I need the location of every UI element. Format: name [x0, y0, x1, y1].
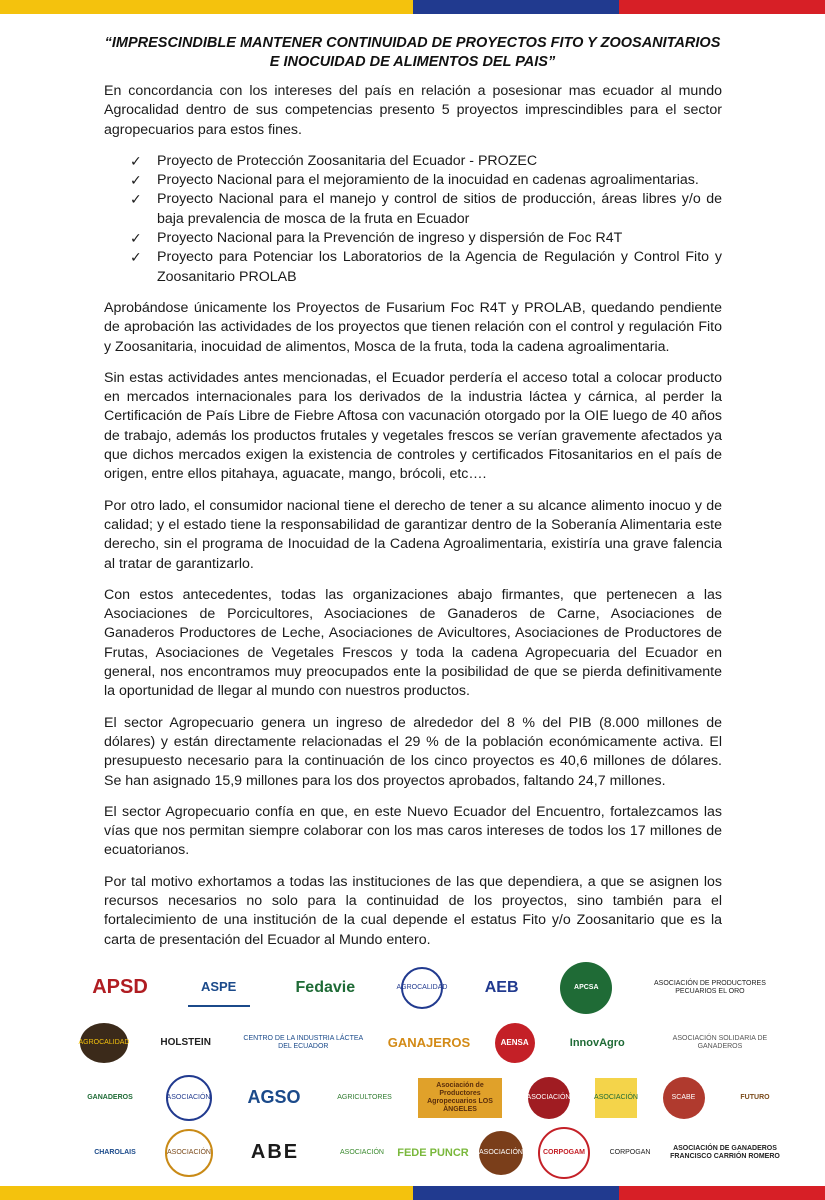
paragraph-exhortation: Por tal motivo exhortamos a todas las instituciones de las que dependiera, a que se asignen los recursos necesarios no solo para la continuidad de los proyectos, sino también para el fortalecimiento de una institución de la cual depende el estatus Fito y/o Zoosanitario que es la carta de presentación del Ecuador al Mundo entero.: [104, 873, 722, 948]
appor-logo: ASOCIACIÓN DE PRODUCTORES PECUARIOS EL ORO: [653, 979, 766, 995]
scabe-logo: SCABE: [663, 1077, 705, 1119]
check-icon: ✓: [130, 191, 142, 208]
aeb-logo: AEB: [484, 978, 519, 996]
paragraph-approval: Aprobándose únicamente los Proyectos de Fusarium Foc R4T y PROLAB, quedando pendiente de aprobación las actividades de los proyectos que tienen relación con el control y regulación Fito y Zoosanitaria, inocuidad de alimentos, Mosca de la fruta, toda la cadena agroalimentaria.: [104, 299, 722, 355]
aensa-logo: AENSA: [495, 1023, 535, 1063]
francisco-carrion-logo: ASOCIACIÓN DE GANADEROS FRANCISCO CARRIÓN ROMERO: [670, 1144, 780, 1160]
ganajeros-logo: GANAJEROS: [387, 1035, 471, 1050]
list-item-text: Proyecto para Potenciar los Laboratorios de la Agencia de Regulación y Control Fito y Zoosanitario PROLAB: [157, 249, 722, 285]
flag-blue-stripe: [413, 0, 619, 14]
asociacion-lime-logo: ASOCIACIÓN: [340, 1148, 384, 1156]
list-item-text: Proyecto Nacional para el manejo y control de sitios de producción, áreas libres y/o de baja prevalencia de mosca de la fruta en Ecuador: [157, 191, 722, 227]
list-item: [104, 171, 722, 190]
fede-puncr-logo: FEDE PUNCR: [397, 1146, 469, 1159]
list-item: [104, 248, 722, 287]
los-angeles-logo: Asociación de Productores Agropecuarios LOS ÁNGELES: [418, 1078, 502, 1118]
logo-row-3: [80, 1070, 780, 1125]
asociacion-gold-logo: ASOCIACIÓN: [165, 1129, 213, 1177]
flag-yellow-stripe: [0, 0, 413, 14]
logo-row-4: [80, 1125, 780, 1180]
check-icon: ✓: [130, 152, 142, 169]
corpogam-logo: CORPOGAM: [538, 1127, 590, 1179]
ganaderos-logo: GANADEROS: [87, 1093, 133, 1101]
futuro-logo: FUTURO: [740, 1093, 770, 1101]
title-line-2: E INOCUIDAD DE ALIMENTOS DEL PAIS”: [269, 54, 556, 70]
agrocalidad-logo: AGROCALIDAD: [401, 967, 443, 1009]
list-item: [104, 152, 722, 171]
paragraph-consumer-rights: Por otro lado, el consumidor nacional tiene el derecho de tener a su alcance alimento inocuo y de calidad; y el estado tiene la responsabilidad de garantizar dentro de la Soberanía Alimentaria este derecho, sin el programa de Inocuidad de la Cadena Agroalimentaria, existiría una grave falencia al tratar de garantizarlo.: [104, 497, 722, 572]
paragraph-trust: El sector Agropecuario confía en que, en este Nuevo Ecuador del Encuentro, fortalezcamos las vías que nos permitan siempre colaborar con los mas caros intereses de todos los 17 millones de ecuatorianos.: [104, 803, 722, 859]
paragraph-organizations: Con estos antecedentes, todas las organizaciones abajo firmantes, que pertenecen a las Asociaciones de Porcicultores, Asociaciones de Ganaderos de Carne, Asociaciones de Ganaderos Productores de Leche, Asociaciones de Avicultores, Asociaciones de Productores de Frutas, Asociaciones de Vegetales Frescos y toda la cadena Agropecuaria del Ecuador en general, nos encontramos muy preocupados ente la posibilidad de que se pierda definitivamente la oportunidad de llegar al mundo con nuestros productos.: [104, 586, 722, 700]
list-item: [104, 190, 722, 229]
signatory-logos: [80, 960, 780, 1180]
innovagro-logo: InnovAgro: [569, 1036, 625, 1049]
paragraph-economics: El sector Agropecuario genera un ingreso de alrededor del 8 % del PIB (8.000 millones de dólares) y están directamente relacionadas el 29 % de la población económicamente activa. El presupuesto necesario para la continuación de los cinco proyectos es 40,6 millones de dólares. Se han asignado 15,9 millones para los dos proyectos aprobados, faltando 24,7 millones.: [104, 714, 722, 789]
flag-bottom-band: [0, 1186, 825, 1200]
logo-row-2: [80, 1015, 780, 1070]
projects-list: [104, 152, 722, 287]
flag-top-band: [0, 0, 825, 14]
holstein-logo: HOLSTEIN: [160, 1037, 211, 1048]
check-icon: ✓: [130, 172, 142, 189]
charolais-logo: CHAROLAIS: [94, 1148, 136, 1156]
agricultores-logo: AGRICULTORES: [337, 1093, 392, 1101]
asociacion-green-logo: ASOCIACIÓN: [595, 1078, 637, 1118]
apsd-logo: APSD: [92, 976, 148, 998]
flag-red-stripe: [619, 0, 825, 14]
document-title: [60, 34, 765, 72]
list-item-text: Proyecto Nacional para la Prevención de ingreso y dispersión de Foc R4T: [157, 230, 623, 247]
list-item: [104, 229, 722, 248]
flag-blue-stripe: [413, 1186, 619, 1200]
fedavie-logo: Fedavie: [295, 978, 356, 996]
agrocalidad-seal-logo: AGROCALIDAD: [80, 1023, 128, 1063]
intro-paragraph: En concordancia con los intereses del país en relación a posesionar mas ecuador al mundo Agrocalidad dentro de sus competencias presento 5 proyectos imprescindibles para el sector agropecuarios para estos fines.: [104, 83, 722, 138]
asociacion-red-logo: ASOCIACIÓN: [528, 1077, 570, 1119]
check-icon: ✓: [130, 249, 142, 266]
asociacion-seal-logo: ASOCIACIÓN: [166, 1075, 212, 1121]
agso-logo: AGSO: [247, 1087, 301, 1107]
corpogan-logo: CORPOGAN: [609, 1148, 651, 1156]
list-item-text: Proyecto de Protección Zoosanitaria del Ecuador - PROZEC: [157, 152, 538, 169]
abe-logo: ABE: [250, 1141, 300, 1163]
aspe-logo: ASPE: [188, 969, 250, 1007]
cil-logo: CENTRO DE LA INDUSTRIA LÁCTEA DEL ECUADOR: [243, 1034, 364, 1050]
solidaria-logo: ASOCIACIÓN SOLIDARIA DE GANADEROS: [672, 1034, 768, 1050]
title-line-1: “IMPRESCINDIBLE MANTENER CONTINUIDAD DE PROYECTOS FITO Y ZOOSANITARIOS: [104, 35, 721, 51]
paragraph-market-access: Sin estas actividades antes mencionadas, el Ecuador perdería el acceso total a colocar producto en mercados internacionales para los derivados de la industria láctea y cárnica, al perder la Certificación de País Libre de Fiebre Aftosa con vacunación otorgado por la OIE luego de 40 años de trabajo, además los productos frutales y vegetales frescos se verían gravemente afectados ya que dichos mercados exigen la existencia de controles y certificados Fitosanitarios en el país de origen, entre ellos pitahaya, aguacate, mango, brócoli, etc….: [104, 369, 722, 483]
list-item-text: Proyecto Nacional para el mejoramiento de la inocuidad en cadenas agroalimentarias.: [157, 172, 699, 189]
flag-red-stripe: [619, 1186, 825, 1200]
asociacion-brown-logo: ASOCIACIÓN: [479, 1131, 523, 1175]
logo-row-1: [80, 960, 780, 1015]
check-icon: ✓: [130, 230, 142, 247]
apcsa-logo: APCSA: [560, 962, 612, 1014]
flag-yellow-stripe: [0, 1186, 413, 1200]
document-body: [104, 82, 722, 962]
